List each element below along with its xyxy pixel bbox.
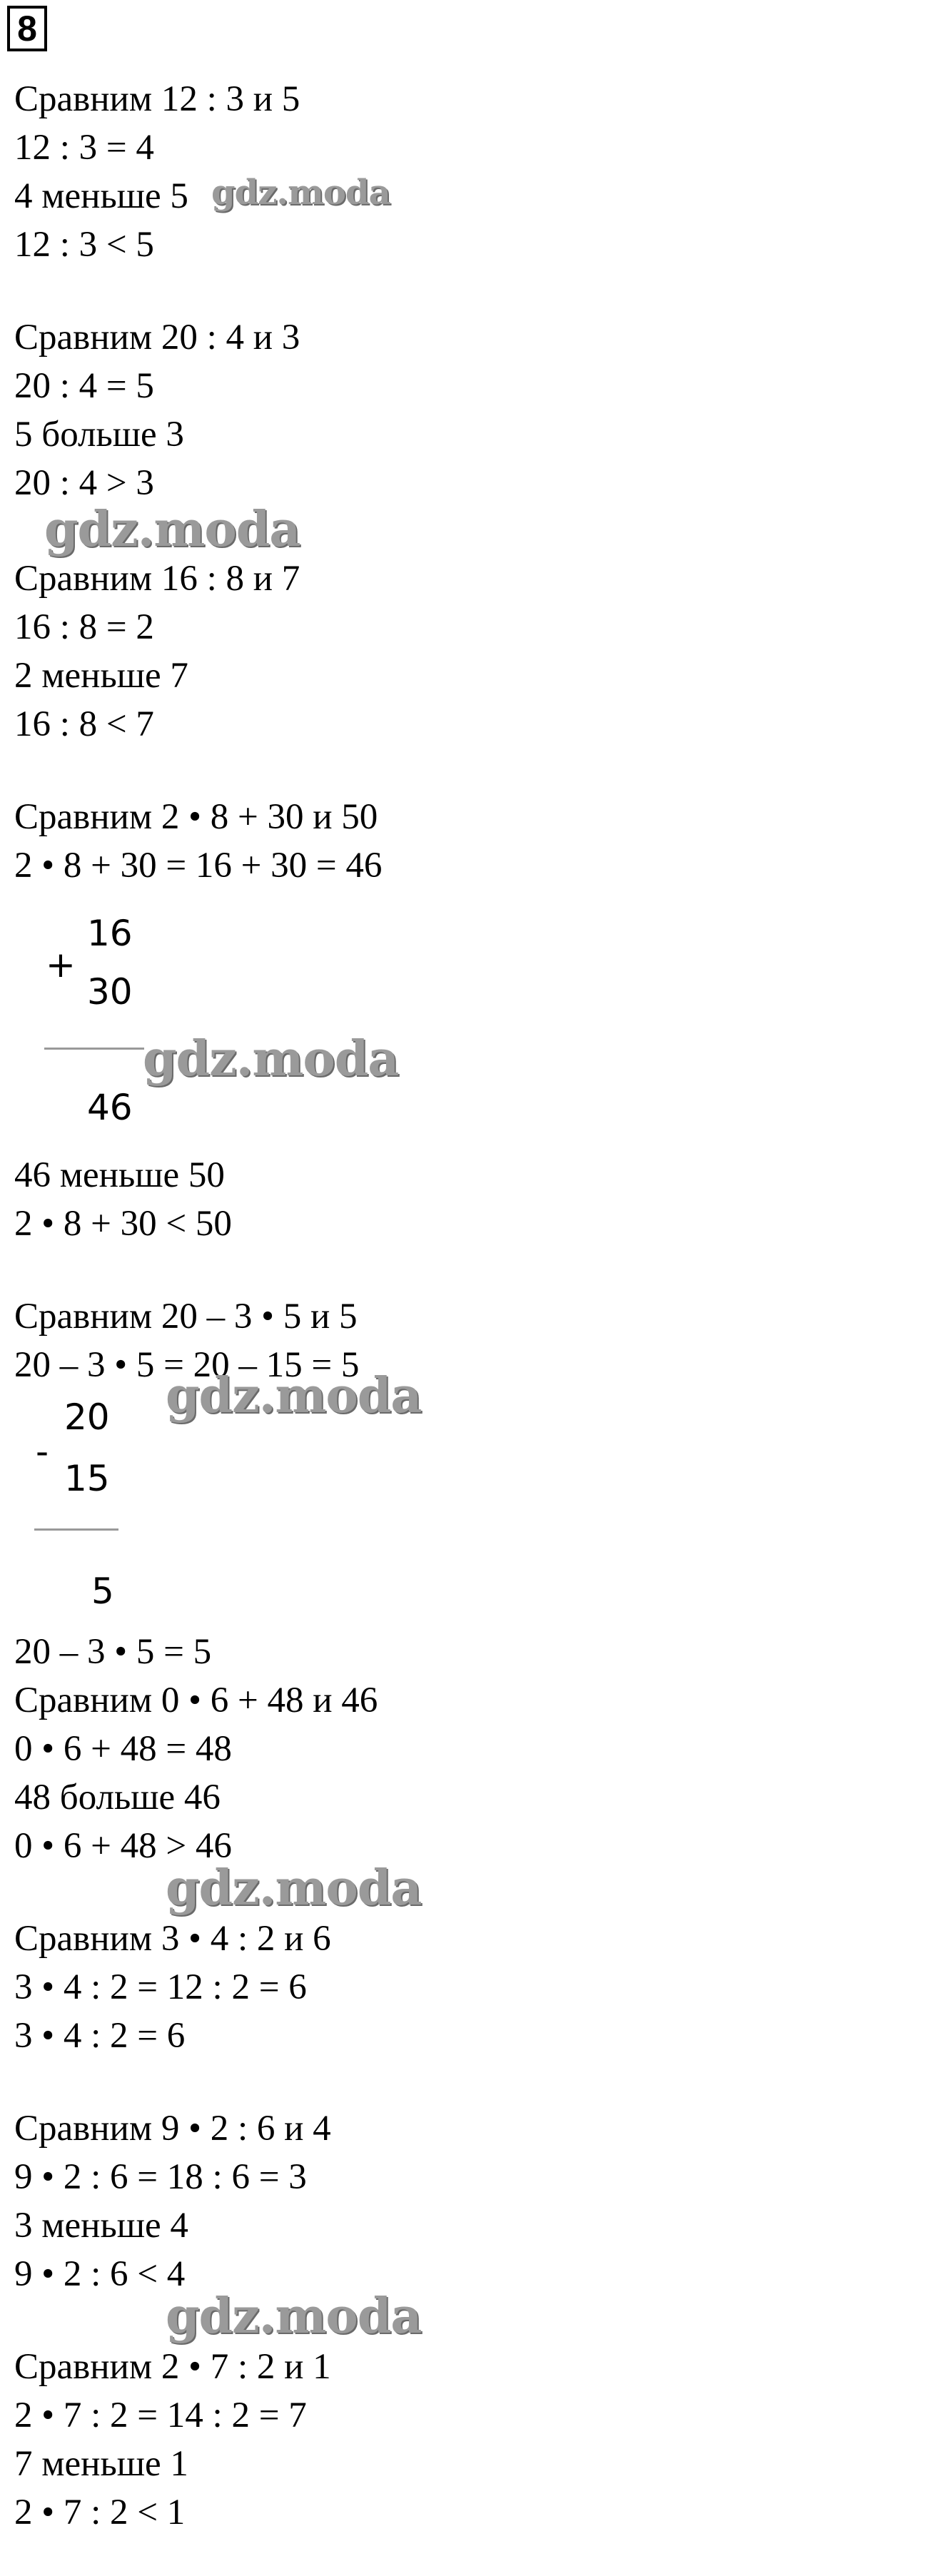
difference-line — [34, 1528, 118, 1531]
watermark: gdz.moda — [166, 1860, 422, 1917]
task-number-badge: 8 — [7, 6, 47, 51]
text-line: 20 : 4 > 3 — [14, 463, 154, 503]
text-line: Сравним 2 • 7 : 2 и 1 — [14, 2347, 331, 2387]
minuend: 20 — [64, 1396, 110, 1438]
text-line: 3 • 4 : 2 = 6 — [14, 2016, 186, 2056]
difference-result: 5 — [91, 1571, 114, 1612]
watermark: gdz.moda — [143, 1030, 399, 1087]
text-line: 48 больше 46 — [14, 1778, 221, 1817]
text-line: Сравним 12 : 3 и 5 — [14, 79, 300, 119]
text-line: 3 • 4 : 2 = 12 : 2 = 6 — [14, 1967, 307, 2007]
text-line: Сравним 20 – 3 • 5 и 5 — [14, 1297, 358, 1337]
text-line: 16 : 8 < 7 — [14, 704, 154, 744]
text-line: 0 • 6 + 48 = 48 — [14, 1729, 232, 1769]
text-line: Сравним 3 • 4 : 2 и 6 — [14, 1919, 331, 1959]
text-line: 2 • 7 : 2 = 14 : 2 = 7 — [14, 2395, 307, 2435]
text-line: 20 – 3 • 5 = 20 – 15 = 5 — [14, 1345, 360, 1385]
text-line: Сравним 9 • 2 : 6 и 4 — [14, 2109, 331, 2149]
text-line: 3 меньше 4 — [14, 2206, 188, 2246]
text-line: 9 • 2 : 6 = 18 : 6 = 3 — [14, 2157, 307, 2197]
text-line: 2 • 8 + 30 = 16 + 30 = 46 — [14, 846, 383, 886]
watermark: gdz.moda — [166, 2288, 422, 2345]
text-line: 4 меньше 5 — [14, 176, 188, 216]
text-line: Сравним 2 • 8 + 30 и 50 — [14, 797, 378, 837]
text-line: Сравним 20 : 4 и 3 — [14, 318, 300, 358]
text-line: 20 – 3 • 5 = 5 — [14, 1632, 212, 1672]
text-line: Сравним 0 • 6 + 48 и 46 — [14, 1680, 378, 1720]
text-line: 2 • 8 + 30 < 50 — [14, 1204, 232, 1244]
sum-line — [44, 1048, 144, 1050]
text-line: 9 • 2 : 6 < 4 — [14, 2254, 186, 2294]
text-line: 2 • 7 : 2 < 1 — [14, 2493, 186, 2532]
watermark: gdz.moda — [166, 1367, 422, 1424]
text-line: 46 меньше 50 — [14, 1155, 225, 1195]
text-line: 2 меньше 7 — [14, 656, 188, 696]
plus-sign: + — [46, 944, 76, 985]
text-line: 20 : 4 = 5 — [14, 366, 154, 406]
text-line: 12 : 3 = 4 — [14, 128, 154, 168]
text-line: Сравним 16 : 8 и 7 — [14, 559, 300, 599]
watermark: gdz.moda — [211, 173, 390, 213]
text-line: 12 : 3 < 5 — [14, 225, 154, 265]
subtrahend: 15 — [64, 1458, 110, 1499]
text-line: 5 больше 3 — [14, 415, 184, 455]
text-line: 16 : 8 = 2 — [14, 607, 154, 647]
sum-result: 46 — [87, 1087, 133, 1128]
text-line: 7 меньше 1 — [14, 2444, 188, 2484]
addend-bottom: 30 — [87, 971, 133, 1013]
addend-top: 16 — [87, 913, 133, 954]
minus-sign: - — [36, 1431, 49, 1472]
text-line: 0 • 6 + 48 > 46 — [14, 1826, 232, 1866]
watermark: gdz.moda — [44, 501, 300, 558]
